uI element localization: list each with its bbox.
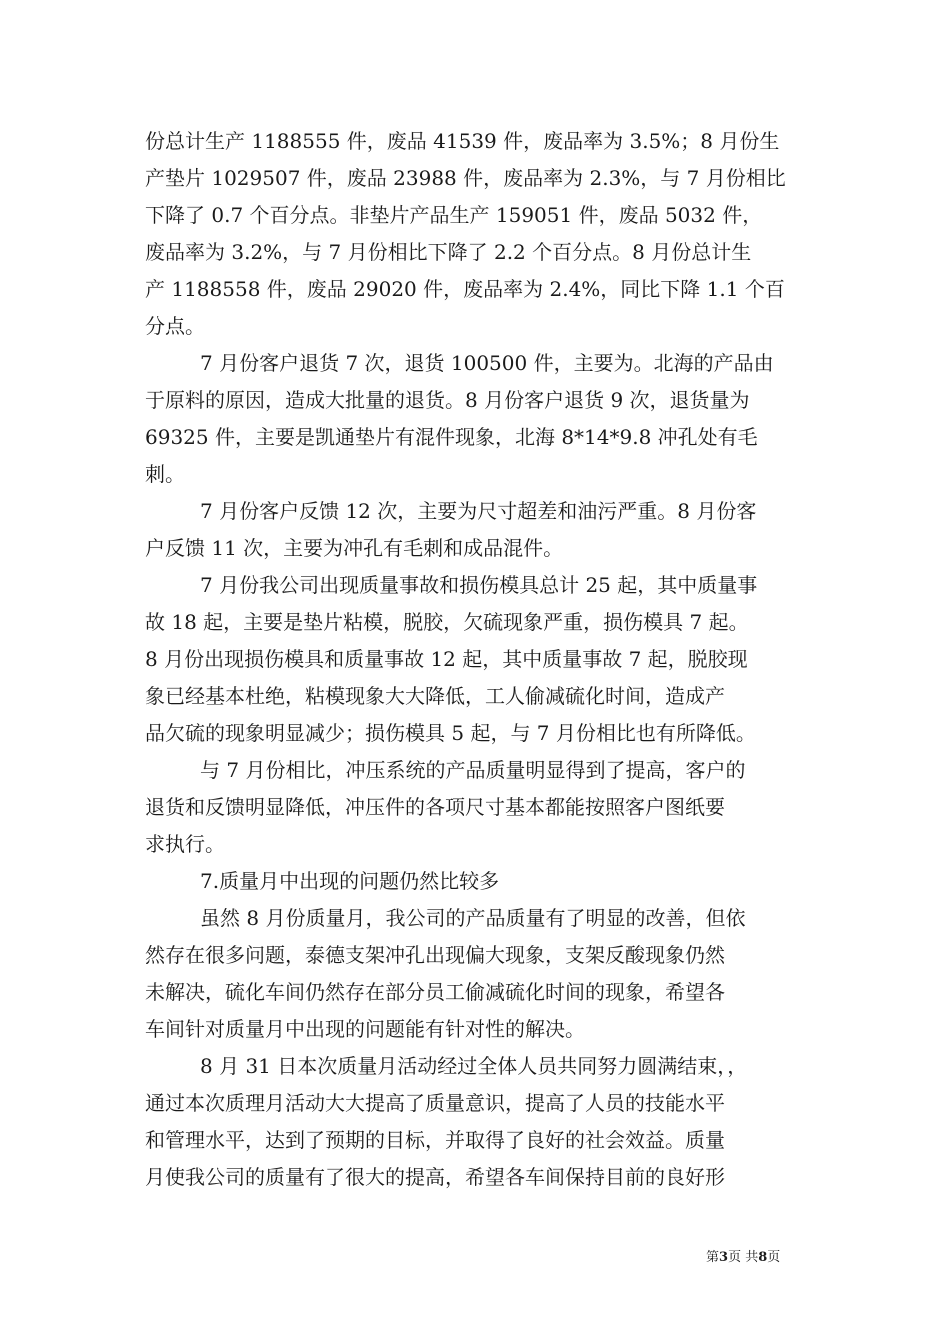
section-heading-7 (145, 863, 499, 900)
page-footer (706, 1246, 780, 1265)
paragraph-stamping-quality (145, 752, 745, 863)
current-page-number: 3 (719, 1250, 729, 1265)
text-line: 虽然 8 月份质量月，我公司的产品质量有了明显的改善，但依 (200, 906, 746, 930)
footer-prefix: 第 (706, 1250, 720, 1265)
footer-suffix: 页 (767, 1250, 781, 1265)
text-line: 退货和反馈明显降低，冲压件的各项尺寸基本都能按照客户图纸要 (145, 795, 725, 819)
text-line: 然存在很多问题，泰德支架冲孔出现偏大现象，支架反酸现象仍然 (145, 943, 725, 967)
text-line: 与 7 月份相比，冲压系统的产品质量明显得到了提高，客户的 (200, 758, 746, 782)
text-line: 未解决，硫化车间仍然存在部分员工偷减硫化时间的现象，希望各 (145, 980, 725, 1004)
paragraph-customer-returns (145, 345, 774, 493)
text-line: 象已经基本杜绝，粘模现象大大降低，工人偷减硫化时间，造成产 (145, 684, 725, 708)
text-line: 8 月份出现损伤模具和质量事故 12 起，其中质量事故 7 起，脱胶现 (145, 647, 748, 671)
paragraph-customer-feedback (145, 493, 756, 567)
text-line: 8 月 31 日本次质量月活动经过全体人员共同努力圆满结束，， (200, 1054, 748, 1078)
text-line: 产垫片 1029507 件，废品 23988 件，废品率为 2.3%，与 7 月份相比 (145, 166, 786, 190)
text-line: 7 月份客户反馈 12 次，主要为尺寸超差和油污严重。8 月份客 (200, 499, 757, 523)
text-line: 7 月份我公司出现质量事故和损伤模具总计 25 起，其中质量事 (200, 573, 758, 597)
text-line: 通过本次质理月活动大大提高了质量意识，提高了人员的技能水平 (145, 1091, 725, 1115)
text-line: 于原料的原因，造成大批量的退货。8 月份客户退货 9 次，退货量为 (145, 388, 750, 412)
text-line: 月使我公司的质量有了很大的提高，希望各车间保持目前的良好形 (145, 1165, 725, 1189)
text-line: 产 1188558 件，废品 29020 件，废品率为 2.4%，同比下降 1.1 个百 (145, 277, 785, 301)
text-line: 分点。 (145, 314, 205, 338)
paragraph-quality-accidents (145, 567, 757, 752)
text-line: 7 月份客户退货 7 次，退货 100500 件，主要为。北海的产品由 (200, 351, 774, 375)
text-line: 份总计生产 1188555 件，废品 41539 件，废品率为 3.5%；8 月份生 (145, 129, 780, 153)
text-line: 下降了 0.7 个百分点。非垫片产品生产 159051 件，废品 5032 件， (145, 203, 763, 227)
paragraph-production-stats (145, 123, 786, 345)
paragraph-remaining-issues (145, 900, 745, 1048)
text-line: 刺。 (145, 462, 185, 486)
text-line: 和管理水平，达到了预期的目标，并取得了良好的社会效益。质量 (145, 1128, 725, 1152)
heading-text: 7.质量月中出现的问题仍然比较多 (200, 869, 500, 893)
text-line: 车间针对质量月中出现的问题能有针对性的解决。 (145, 1017, 585, 1041)
text-line: 求执行。 (145, 832, 225, 856)
text-line: 69325 件，主要是凯通垫片有混件现象，北海 8*14*9.8 冲孔处有毛 (145, 425, 758, 449)
text-line: 废品率为 3.2%，与 7 月份相比下降了 2.2 个百分点。8 月份总计生 (145, 240, 752, 264)
text-line: 户反馈 11 次，主要为冲孔有毛刺和成品混件。 (145, 536, 564, 560)
footer-middle: 页 共 (728, 1250, 759, 1265)
text-line: 故 18 起，主要是垫片粘模，脱胶，欠硫现象严重，损伤模具 7 起。 (145, 610, 749, 634)
text-line: 品欠硫的现象明显减少；损伤模具 5 起，与 7 月份相比也有所降低。 (145, 721, 756, 745)
paragraph-conclusion (145, 1048, 747, 1196)
total-page-number: 8 (758, 1250, 768, 1265)
